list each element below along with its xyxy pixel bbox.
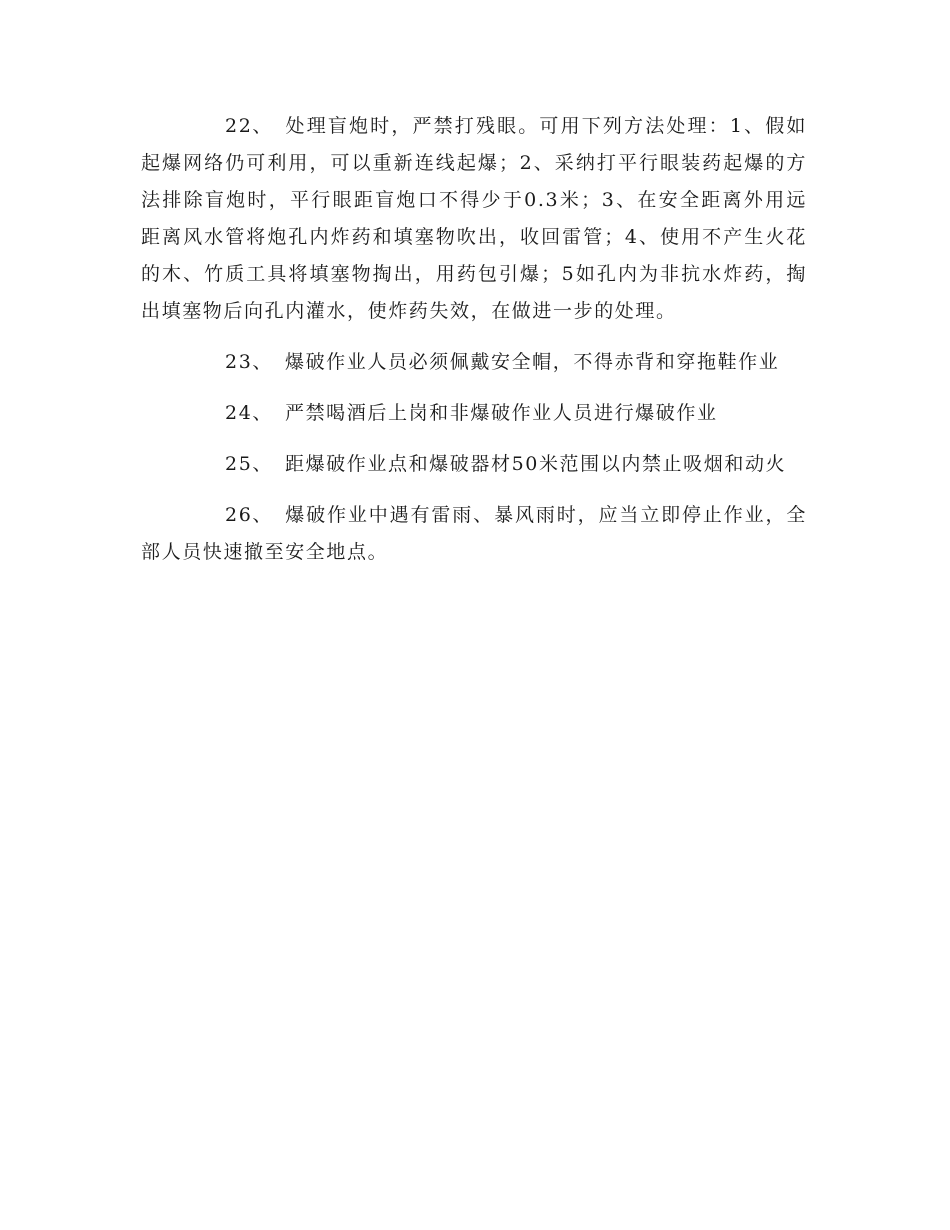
- item-text: 严禁喝酒后上岗和非爆破作业人员进行爆破作业: [284, 402, 718, 424]
- list-item: [141, 395, 807, 432]
- list-item: [141, 497, 807, 571]
- item-text: 爆破作业中遇有雷雨、暴风雨时，应当立即停止作业，全部人员快速撤至安全地点。: [141, 504, 807, 563]
- list-item: [141, 446, 807, 483]
- list-item: [141, 344, 807, 381]
- item-number: 22、: [225, 115, 273, 137]
- item-number: 23、: [225, 351, 273, 373]
- item-number: 26、: [225, 504, 273, 526]
- item-text: 处理盲炮时，严禁打残眼。可用下列方法处理：1、假如起爆网络仍可利用，可以重新连线起爆；2、采纳打平行眼装药起爆的方法排除盲炮时，平行眼距盲炮口不得少于0.3米；3、在安全距离外用远距离风水管将炮孔内炸药和填塞物吹出，收回雷管；4、使用不产生火花的木、竹质工具将填塞物掏出，用药包引爆；5如孔内为非抗水炸药，掏出填塞物后向孔内灌水，使炸药失效，在做进一步的处理。: [141, 115, 807, 322]
- item-text: 距爆破作业点和爆破器材50米范围以内禁止吸烟和动火: [284, 453, 787, 475]
- item-text: 爆破作业人员必须佩戴安全帽，不得赤背和穿拖鞋作业: [284, 351, 780, 373]
- document-body: [141, 108, 807, 585]
- item-number: 24、: [225, 402, 273, 424]
- list-item: [141, 108, 807, 330]
- item-number: 25、: [225, 453, 273, 475]
